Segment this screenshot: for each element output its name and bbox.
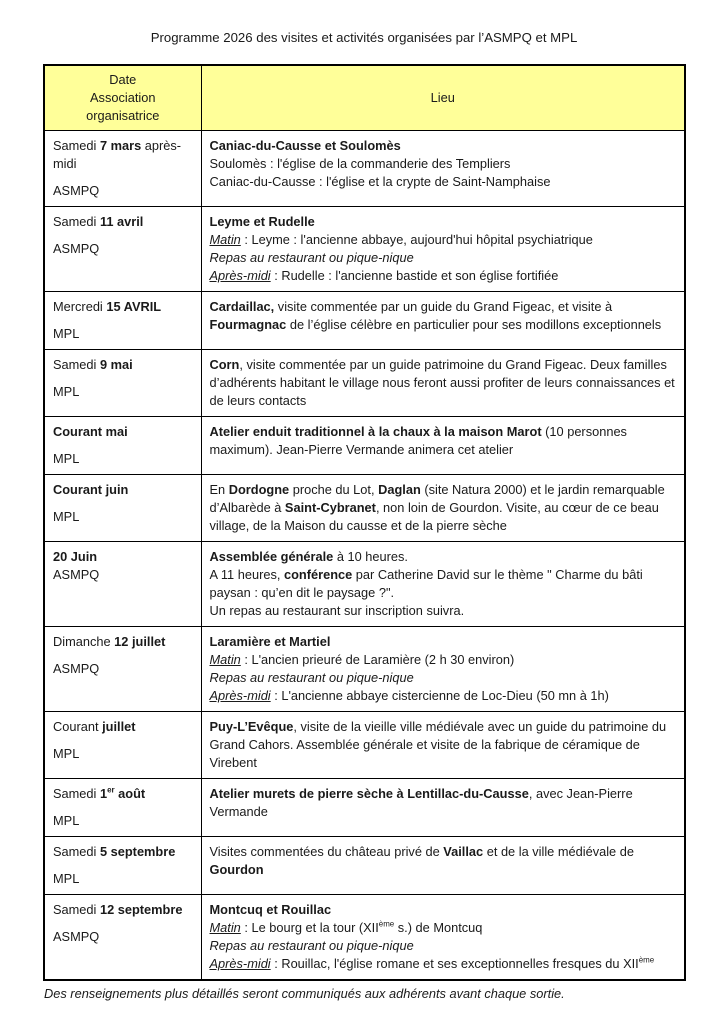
organisation-text: MPL bbox=[53, 871, 80, 886]
text-run: Atelier murets de pierre sèche à Lentillac-du-Causse bbox=[209, 786, 529, 801]
table-row bbox=[44, 779, 685, 837]
lieu-line bbox=[210, 687, 677, 705]
table-row bbox=[44, 627, 685, 712]
lieu-line bbox=[210, 633, 677, 651]
text-run: de l’église célèbre en particulier pour ses modillons exceptionnels bbox=[286, 317, 662, 332]
header-date-cell bbox=[44, 65, 201, 131]
text-run: , visite commentée par un guide patrimoine du Grand Figeac. Deux familles d’adhérents habitant le village nous feront aussi profiter de leurs connaissances et de leurs contacts bbox=[209, 357, 675, 408]
lieu-line bbox=[210, 155, 677, 173]
table-row bbox=[44, 475, 685, 542]
text-run: Cardaillac, bbox=[209, 299, 275, 314]
lieu-cell bbox=[201, 627, 685, 712]
text-run: ème bbox=[638, 955, 655, 965]
text-run: Caniac-du-Causse et Soulomès bbox=[209, 138, 401, 153]
text-run: Matin bbox=[209, 652, 241, 667]
lieu-cell bbox=[201, 542, 685, 627]
text-run: 11 avril bbox=[99, 214, 144, 229]
date-text bbox=[53, 356, 193, 374]
lieu-line bbox=[210, 267, 677, 285]
lieu-line bbox=[210, 566, 677, 602]
text-run: et de la ville médiévale de bbox=[483, 844, 634, 859]
text-run: Atelier enduit traditionnel à la chaux à la maison Marot bbox=[209, 424, 542, 439]
lieu-line bbox=[210, 955, 677, 973]
text-run: Mercredi bbox=[53, 299, 107, 314]
organisation-text: ASMPQ bbox=[53, 567, 100, 582]
lieu-cell bbox=[201, 131, 685, 207]
date-cell bbox=[44, 712, 201, 779]
text-run: Leyme et Rudelle bbox=[209, 214, 315, 229]
text-run: , non loin de Gourdon. Visite, au cœur de ce beau village, de la Maison du causse et de la pierre sèche bbox=[209, 500, 659, 533]
text-run: En bbox=[209, 482, 229, 497]
table-row bbox=[44, 895, 685, 981]
text-run: 12 juillet bbox=[114, 634, 166, 649]
text-run: Samedi bbox=[53, 138, 100, 153]
text-run: Caniac-du-Causse : l'église et la crypte de Saint-Namphaise bbox=[209, 174, 551, 189]
text-run: 9 mai bbox=[99, 357, 133, 372]
organisation-text: ASMPQ bbox=[53, 241, 100, 256]
lieu-cell bbox=[201, 837, 685, 895]
text-run: : Leyme : l'ancienne abbaye, aujourd'hui hôpital psychiatrique bbox=[240, 232, 593, 247]
organisation-text: MPL bbox=[53, 384, 80, 399]
date-cell bbox=[44, 542, 201, 627]
date-text bbox=[53, 785, 193, 803]
date-text bbox=[53, 633, 193, 651]
lieu-line bbox=[210, 602, 677, 620]
organisation-text: MPL bbox=[53, 509, 80, 524]
lieu-line bbox=[210, 423, 677, 459]
table-row bbox=[44, 131, 685, 207]
text-run: Repas au restaurant ou pique-nique bbox=[209, 938, 414, 953]
date-text bbox=[53, 901, 193, 919]
text-run: : L'ancien prieuré de Laramière (2 h 30 environ) bbox=[240, 652, 515, 667]
table-row bbox=[44, 837, 685, 895]
organisation-text: ASMPQ bbox=[53, 661, 100, 676]
footer-note: Des renseignements plus détaillés seront communiqués aux adhérents avant chaque sortie. bbox=[44, 986, 565, 1001]
lieu-cell bbox=[201, 779, 685, 837]
text-run: Samedi bbox=[53, 902, 100, 917]
lieu-line bbox=[210, 785, 677, 821]
text-run: Soulomès : l'église de la commanderie des Templiers bbox=[209, 156, 511, 171]
text-run: : Rouillac, l'église romane et ses exceptionnelles fresques du XII bbox=[270, 956, 639, 971]
date-cell bbox=[44, 207, 201, 292]
organisation-text: MPL bbox=[53, 746, 80, 761]
text-run: Corn bbox=[209, 357, 240, 372]
text-run: Samedi bbox=[53, 844, 100, 859]
lieu-line bbox=[210, 901, 677, 919]
table-body bbox=[44, 131, 685, 981]
date-cell bbox=[44, 627, 201, 712]
text-run: Samedi bbox=[53, 357, 100, 372]
text-run: 15 AVRIL bbox=[106, 299, 162, 314]
text-run: Courant mai bbox=[53, 424, 128, 439]
table-row bbox=[44, 207, 685, 292]
text-run: Repas au restaurant ou pique-nique bbox=[209, 250, 414, 265]
lieu-line bbox=[210, 843, 677, 879]
text-run: Samedi bbox=[53, 214, 100, 229]
header-date-line1: Date bbox=[109, 72, 137, 87]
text-run: Fourmagnac bbox=[209, 317, 287, 332]
date-cell bbox=[44, 895, 201, 981]
text-run: Samedi bbox=[53, 786, 100, 801]
text-run: : L'ancienne abbaye cistercienne de Loc-Dieu (50 mn à 1h) bbox=[270, 688, 609, 703]
lieu-cell bbox=[201, 475, 685, 542]
table-row bbox=[44, 350, 685, 417]
text-run: , visite de la vieille ville médiévale avec un guide du patrimoine du Grand Cahors. Assemblée générale et visite de la fabrique de céramique de Virebent bbox=[209, 719, 667, 770]
organisation-text: ASMPQ bbox=[53, 183, 100, 198]
text-run: , avec Jean-Pierre Vermande bbox=[209, 786, 633, 819]
text-run: Assemblée générale bbox=[209, 549, 334, 564]
lieu-line bbox=[210, 481, 677, 535]
date-cell bbox=[44, 475, 201, 542]
text-run: proche du Lot, bbox=[289, 482, 379, 497]
lieu-cell bbox=[201, 350, 685, 417]
text-run: 20 Juin bbox=[53, 549, 98, 564]
text-run: Puy-L’Evêque bbox=[209, 719, 294, 734]
text-run: er bbox=[107, 785, 115, 795]
lieu-cell bbox=[201, 292, 685, 350]
date-text bbox=[53, 423, 193, 441]
table-row bbox=[44, 292, 685, 350]
lieu-line bbox=[210, 231, 677, 249]
date-text bbox=[53, 481, 193, 499]
lieu-line bbox=[210, 651, 677, 669]
date-text bbox=[53, 718, 193, 736]
text-run: Repas au restaurant ou pique-nique bbox=[209, 670, 414, 685]
text-run: 12 septembre bbox=[99, 902, 183, 917]
text-run: Montcuq et Rouillac bbox=[209, 902, 332, 917]
date-cell bbox=[44, 779, 201, 837]
organisation-text: ASMPQ bbox=[53, 929, 100, 944]
date-text bbox=[53, 298, 193, 316]
text-run: Courant bbox=[53, 719, 103, 734]
date-cell bbox=[44, 292, 201, 350]
text-run: s.) de Montcuq bbox=[394, 920, 483, 935]
text-run: août bbox=[114, 786, 146, 801]
text-run: (site Natura 2000) et le jardin remarquable d’Albarède à bbox=[209, 482, 665, 515]
text-run: Daglan bbox=[378, 482, 421, 497]
lieu-line bbox=[210, 548, 677, 566]
lieu-cell bbox=[201, 417, 685, 475]
header-lieu-cell: Lieu bbox=[201, 65, 685, 131]
organisation-text: MPL bbox=[53, 326, 80, 341]
text-run: Saint-Cybranet bbox=[284, 500, 376, 515]
text-run: Gourdon bbox=[209, 862, 264, 877]
date-cell bbox=[44, 837, 201, 895]
text-run: 1 bbox=[99, 786, 108, 801]
organisation-text: MPL bbox=[53, 451, 80, 466]
text-run: : Le bourg et la tour (XII bbox=[240, 920, 379, 935]
lieu-line bbox=[210, 137, 677, 155]
text-run: à 10 heures. bbox=[333, 549, 408, 564]
lieu-line bbox=[210, 669, 677, 687]
text-run: Matin bbox=[209, 920, 241, 935]
text-run: Vaillac bbox=[443, 844, 484, 859]
text-run: après-midi bbox=[53, 138, 182, 171]
text-run: A 11 heures, bbox=[209, 567, 284, 582]
table-header bbox=[44, 65, 685, 131]
lieu-line bbox=[210, 718, 677, 772]
lieu-cell bbox=[201, 895, 685, 981]
text-run: Après-midi bbox=[209, 688, 271, 703]
header-date-line2: Association organisatrice bbox=[86, 90, 160, 123]
date-cell bbox=[44, 350, 201, 417]
date-cell bbox=[44, 131, 201, 207]
text-run: Courant juin bbox=[53, 482, 129, 497]
text-run: Matin bbox=[209, 232, 241, 247]
header-row bbox=[44, 65, 685, 131]
lieu-cell bbox=[201, 712, 685, 779]
text-run: Un repas au restaurant sur inscription suivra. bbox=[209, 603, 465, 618]
table-row bbox=[44, 712, 685, 779]
lieu-line bbox=[210, 213, 677, 231]
text-run: Laramière et Martiel bbox=[209, 634, 331, 649]
program-table bbox=[43, 64, 686, 981]
text-run: ème bbox=[378, 919, 395, 929]
page-title: Programme 2026 des visites et activités organisées par l’ASMPQ et MPL bbox=[150, 30, 578, 45]
text-run: juillet bbox=[102, 719, 136, 734]
lieu-line bbox=[210, 356, 677, 410]
lieu-line bbox=[210, 919, 677, 937]
date-cell bbox=[44, 417, 201, 475]
date-text bbox=[53, 843, 193, 861]
text-run: visite commentée par un guide du Grand Figeac, et visite à bbox=[274, 299, 613, 314]
date-text bbox=[53, 548, 193, 566]
lieu-line bbox=[210, 249, 677, 267]
text-run: Après-midi bbox=[209, 956, 271, 971]
text-run: par Catherine David sur le thème " Charme du bâti paysan : qu’en dit le paysage ?". bbox=[209, 567, 643, 600]
text-run: Dimanche bbox=[53, 634, 115, 649]
text-run: Visites commentées du château privé de bbox=[209, 844, 444, 859]
date-text bbox=[53, 213, 193, 231]
lieu-line bbox=[210, 173, 677, 191]
lieu-line bbox=[210, 937, 677, 955]
date-text bbox=[53, 137, 193, 173]
text-run: Dordogne bbox=[228, 482, 290, 497]
text-run: 5 septembre bbox=[99, 844, 176, 859]
organisation-text: MPL bbox=[53, 813, 80, 828]
table-row bbox=[44, 542, 685, 627]
lieu-cell bbox=[201, 207, 685, 292]
text-run: conférence bbox=[283, 567, 353, 582]
text-run: (10 personnes maximum). Jean-Pierre Vermande animera cet atelier bbox=[209, 424, 627, 457]
text-run: 7 mars bbox=[99, 138, 142, 153]
text-run: : Rudelle : l'ancienne bastide et son église fortifiée bbox=[270, 268, 559, 283]
table-row bbox=[44, 417, 685, 475]
lieu-line bbox=[210, 298, 677, 334]
text-run: Après-midi bbox=[209, 268, 271, 283]
